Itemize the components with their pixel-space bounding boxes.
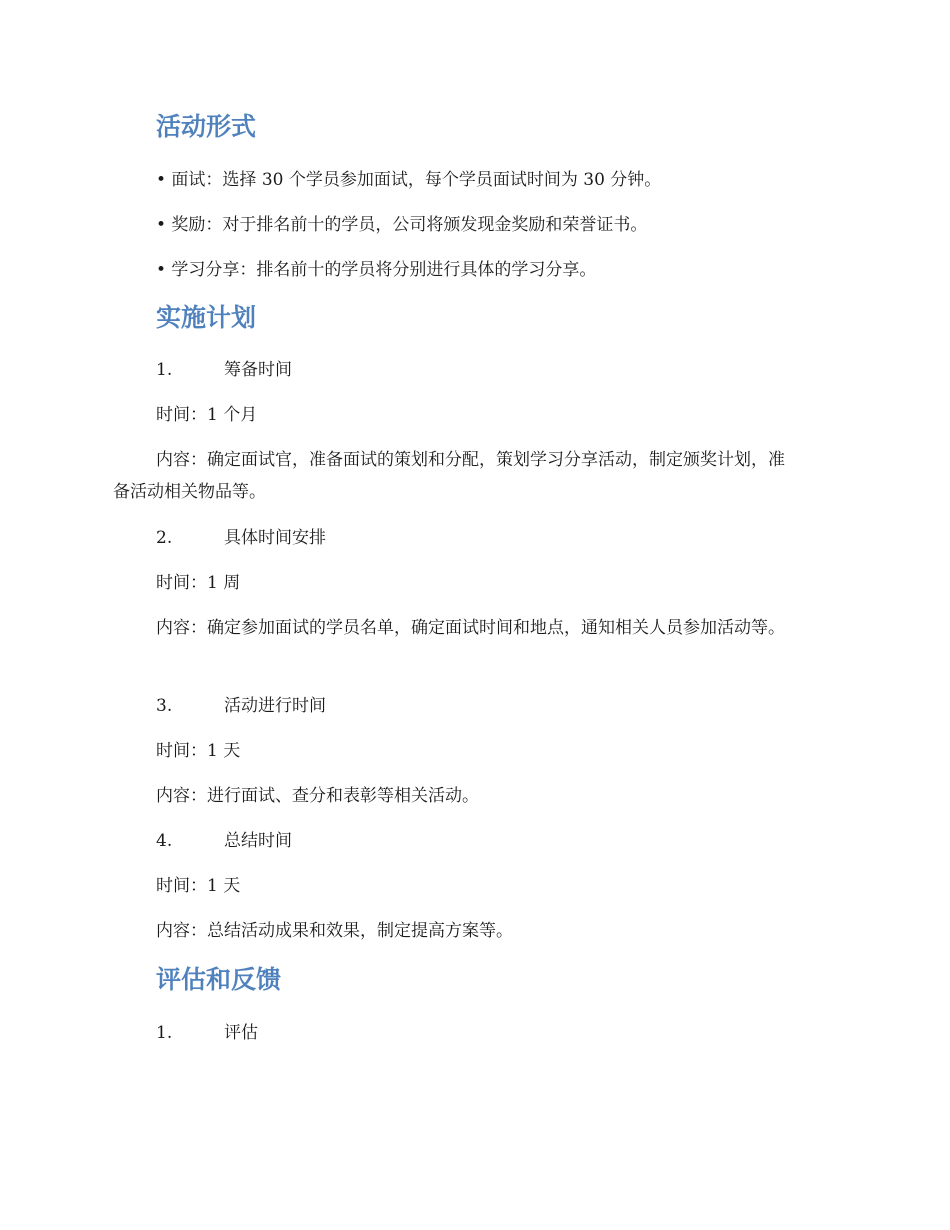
list-number: 1. (156, 360, 173, 380)
plan-item-title (156, 359, 292, 381)
plan-item-content: 内容：进行面试、查分和表彰等相关活动。 (156, 786, 479, 806)
plan-item-content: 内容：确定参加面试的学员名单，确定面试时间和地点，通知相关人员参加活动等。 (156, 618, 785, 638)
list-title: 评估 (224, 1023, 258, 1043)
plan-item-title (156, 527, 326, 549)
plan-item-time: 时间：1 周 (156, 573, 241, 593)
list-number: 4. (156, 831, 173, 851)
plan-item-time: 时间：1 个月 (156, 405, 258, 425)
plan-item-time: 时间：1 天 (156, 741, 241, 761)
bullet-reward: • 奖励：对于排名前十的学员，公司将颁发现金奖励和荣誉证书。 (156, 215, 648, 235)
list-number: 2. (156, 528, 173, 548)
heading-evaluation-feedback: 评估和反馈 (156, 965, 282, 994)
list-number: 3. (156, 696, 173, 716)
heading-implementation-plan: 实施计划 (156, 303, 257, 332)
bullet-interview: • 面试：选择 30 个学员参加面试，每个学员面试时间为 30 分钟。 (156, 170, 662, 190)
plan-item-content: 内容：总结活动成果和效果，制定提高方案等。 (156, 921, 513, 941)
bullet-learning-share: • 学习分享：排名前十的学员将分别进行具体的学习分享。 (156, 260, 597, 280)
eval-item-title (156, 1022, 258, 1044)
list-title: 总结时间 (224, 831, 292, 851)
list-number: 1. (156, 1023, 173, 1043)
list-title: 活动进行时间 (224, 696, 326, 716)
list-title: 具体时间安排 (224, 528, 326, 548)
plan-item-time: 时间：1 天 (156, 876, 241, 896)
plan-item-content: 内容：确定面试官，准备面试的策划和分配，策划学习分享活动，制定颁奖计划，准备活动相关物品等。 (113, 450, 785, 502)
list-title: 筹备时间 (224, 360, 292, 380)
plan-item-title (156, 695, 326, 717)
plan-item-title (156, 830, 292, 852)
heading-activity-format: 活动形式 (156, 112, 257, 141)
